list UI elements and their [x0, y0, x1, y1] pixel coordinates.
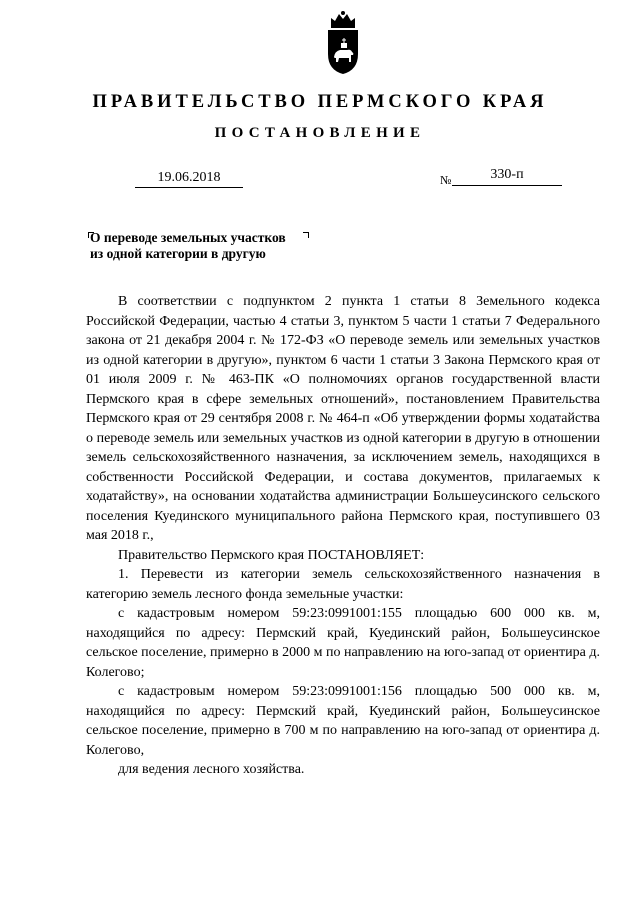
- resolution-paragraph: Правительство Пермского края ПОСТАНОВЛЯЕТ:: [118, 547, 425, 563]
- subject-line-2: из одной категории в другую: [90, 246, 266, 261]
- document-subject: [90, 230, 286, 262]
- document-number: 330-п: [452, 165, 562, 186]
- item-1-paragraph: 1. Перевести из категории земель сельскохозяйственного назначения в категорию земель лесного фонда земельные участки:: [86, 567, 600, 602]
- subject-bracket-right: [303, 232, 309, 238]
- purpose-paragraph: для ведения лесного хозяйства.: [118, 762, 305, 777]
- document-type: ПОСТАНОВЛЕНИЕ: [214, 125, 426, 141]
- document-number-label: №: [440, 173, 452, 187]
- document-date: 19.06.2018: [135, 169, 243, 188]
- subject-line-1: О переводе земельных участков: [90, 230, 286, 245]
- document-body: [86, 292, 600, 780]
- organization-title: ПРАВИТЕЛЬСТВО ПЕРМСКОГО КРАЯ: [92, 92, 548, 112]
- perm-krai-coat-of-arms-icon: [325, 10, 361, 76]
- land-plot-156-paragraph: с кадастровым номером 59:23:0991001:156 площадью 500 000 кв. м, находящийся по адресу: Пермский край, Куединский район, Большеусинское сельское поселение, примерно в 700 м по направлению на юго-запад от ориентира д. Колегово,: [86, 684, 600, 758]
- preamble-paragraph: В соответствии с подпунктом 2 пункта 1 статьи 8 Земельного кодекса Российской Федерации, частью 4 статьи 3, пунктом 5 части 1 статьи 7 Федерального закона от 21 декабря 2004 г. № 172-ФЗ «О переводе земель или земельных участков из одной категории в другую», пунктом 6 части 1 статьи 3 Закона Пермского края от 01 июля 2009 г. № 463-ПК «О полномочиях органов государственной власти Пермского края в сфере земельных отношений», постановлением Правительства Пермского края от 29 сентября 2008 г. № 464-п «Об утверждении формы ходатайства о переводе земель или земельных участков из одной категории в другую в отношении земель сельскохозяйственного назначения, за исключением земель, находящихся в собственности Российской Федерации, и состава документов, прилагаемых к ходатайству», на основании ходатайства администрации Большеусинского сельского поселения Куединского муниципального района Пермского края, поступившего 03 мая 2018 г.,: [86, 294, 600, 543]
- land-plot-155-paragraph: с кадастровым номером 59:23:0991001:155 площадью 600 000 кв. м, находящийся по адресу: Пермский край, Куединский район, Большеусинское сельское поселение, примерно в 2000 м по направлению на юго-запад от ориентира д. Колегово;: [86, 606, 600, 680]
